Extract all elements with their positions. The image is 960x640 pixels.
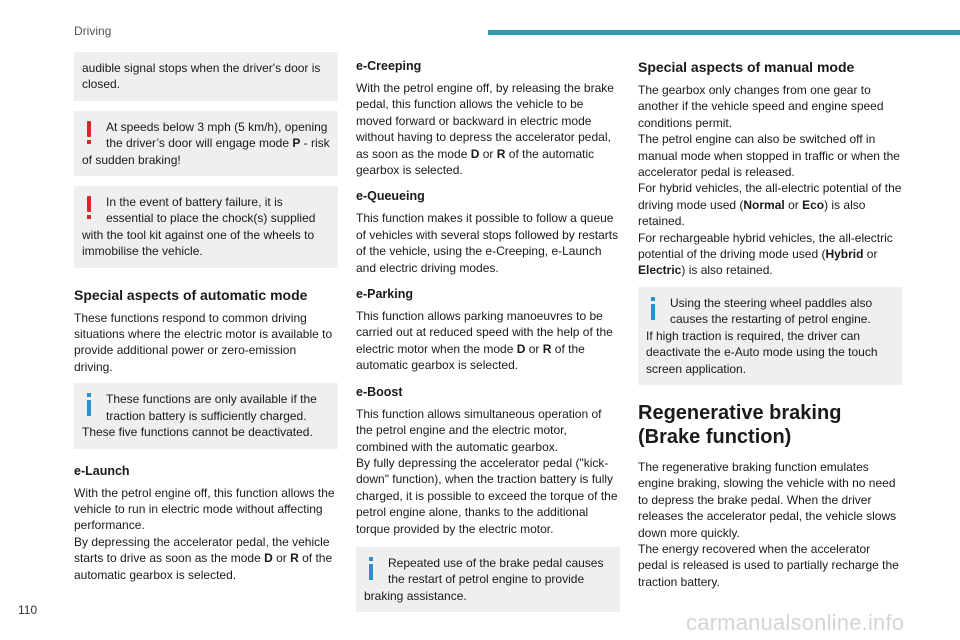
column-2 xyxy=(356,58,620,622)
regenerative-braking-heading: Regenerative braking (Brake function) xyxy=(638,401,842,448)
manual-text-3: For hybrid vehicles, the all-electric potential of the driving mode used (Normal or Eco) is also retained. xyxy=(638,181,902,229)
warning-icon xyxy=(82,194,100,222)
info-box-functions xyxy=(74,383,338,448)
continued-note-text: audible signal stops when the driver's door is closed. xyxy=(82,61,321,92)
info-functions-text: These functions are only available if the traction battery is sufficiently charged. These five functions cannot be deactivated. xyxy=(82,392,317,440)
info-brake-text: Repeated use of the brake pedal causes the restart of petrol engine to provide braking assistance. xyxy=(364,555,604,603)
continued-note-box xyxy=(74,52,338,101)
regen-text-2: The energy recovered when the accelerator pedal is released is used to partially recharge the traction battery. xyxy=(638,541,899,589)
page-number: 110 xyxy=(18,603,38,617)
automatic-mode-text: These functions respond to common driving situations where the electric motor is available to provide additional power or zero-emission driving. xyxy=(74,310,333,374)
info-box-paddles xyxy=(638,287,902,385)
info-traction-text: If high traction is required, the driver can deactivate the e-Auto mode using the touch screen application. xyxy=(646,328,878,376)
warning-door-text: At speeds below 3 mph (5 km/h), opening the driver’s door will engage mode P - risk of sudden braking! xyxy=(82,119,330,167)
eboost-text-2: By fully depressing the accelerator pedal ("kick-down" function), when the traction battery is fully charged, it is possible to exceed the torque of the petrol engine alone, thanks to the additional torque provided by the electric motor. xyxy=(356,455,618,536)
info-icon xyxy=(364,555,382,583)
elaunch-text-2: By depressing the accelerator pedal, the vehicle starts to drive as soon as the mode D or R of the automatic gearbox is selected. xyxy=(74,534,333,582)
info-icon xyxy=(82,391,100,419)
manual-text-4: For rechargeable hybrid vehicles, the all-electric potential of the driving mode used (Hybrid or Electric) is also retained. xyxy=(638,230,893,278)
warning-battery-text: In the event of battery failure, it is essential to place the chock(s) supplied with the tool kit against one of the wheels to immobilise the vehicle. xyxy=(82,195,316,259)
column-1 xyxy=(74,52,338,583)
regen-text-1: The regenerative braking function emulates engine braking, slowing the vehicle with no need to depress the brake pedal. When the driver releases the accelerator pedal, the vehicle slows down more quickly. xyxy=(638,459,897,540)
warning-box-battery xyxy=(74,186,338,268)
warning-box-door xyxy=(74,111,338,176)
eboost-heading: e-Boost xyxy=(356,384,403,399)
manual-text-1: The gearbox only changes from one gear to another if the vehicle speed and engine speed conditions permit. xyxy=(638,83,884,130)
ecreeping-text: With the petrol engine off, by releasing the brake pedal, this function allows the vehicle to be moved forward or backward in electric mode without having to depress the accelerator pedal, as soon as the mode D or R of the automatic gearbox is selected. xyxy=(356,81,614,178)
warning-icon xyxy=(82,119,100,147)
elaunch-text-1: With the petrol engine off, this function allows the vehicle to run in electric mode without affecting performance. xyxy=(74,485,335,533)
info-icon xyxy=(646,295,664,323)
column-3 xyxy=(638,58,902,590)
manual-mode-heading: Special aspects of manual mode xyxy=(638,59,855,75)
header-accent-bar xyxy=(488,30,960,35)
manual-text-2: The petrol engine can also be switched off in manual mode when stopped in traffic or when the accelerator pedal is released. xyxy=(638,132,900,180)
eparking-text: This function allows parking manoeuvres to be carried out at reduced speed with the help of the electric motor when the mode D or R of the automatic gearbox is selected. xyxy=(356,309,613,373)
eboost-text-1: This function allows simultaneous operation of the petrol engine and the electric motor, combined with the automatic gearbox. xyxy=(356,406,602,454)
eparking-heading: e-Parking xyxy=(356,287,413,302)
info-box-brake xyxy=(356,547,620,612)
watermark: carmanualsonline.info xyxy=(686,610,905,635)
equeueing-heading: e-Queueing xyxy=(356,189,425,204)
info-paddles-text: Using the steering wheel paddles also causes the restarting of petrol engine. xyxy=(670,295,873,327)
automatic-mode-heading: Special aspects of automatic mode xyxy=(74,286,308,303)
elaunch-heading: e-Launch xyxy=(74,463,130,478)
section-header: Driving xyxy=(74,24,112,38)
equeueing-text: This function makes it possible to follow a queue of vehicles with several stops followed by restarts of the vehicle, using the e-Creeping, e-Launch and electric driving modes. xyxy=(356,211,619,275)
ecreeping-heading: e-Creeping xyxy=(356,59,422,73)
